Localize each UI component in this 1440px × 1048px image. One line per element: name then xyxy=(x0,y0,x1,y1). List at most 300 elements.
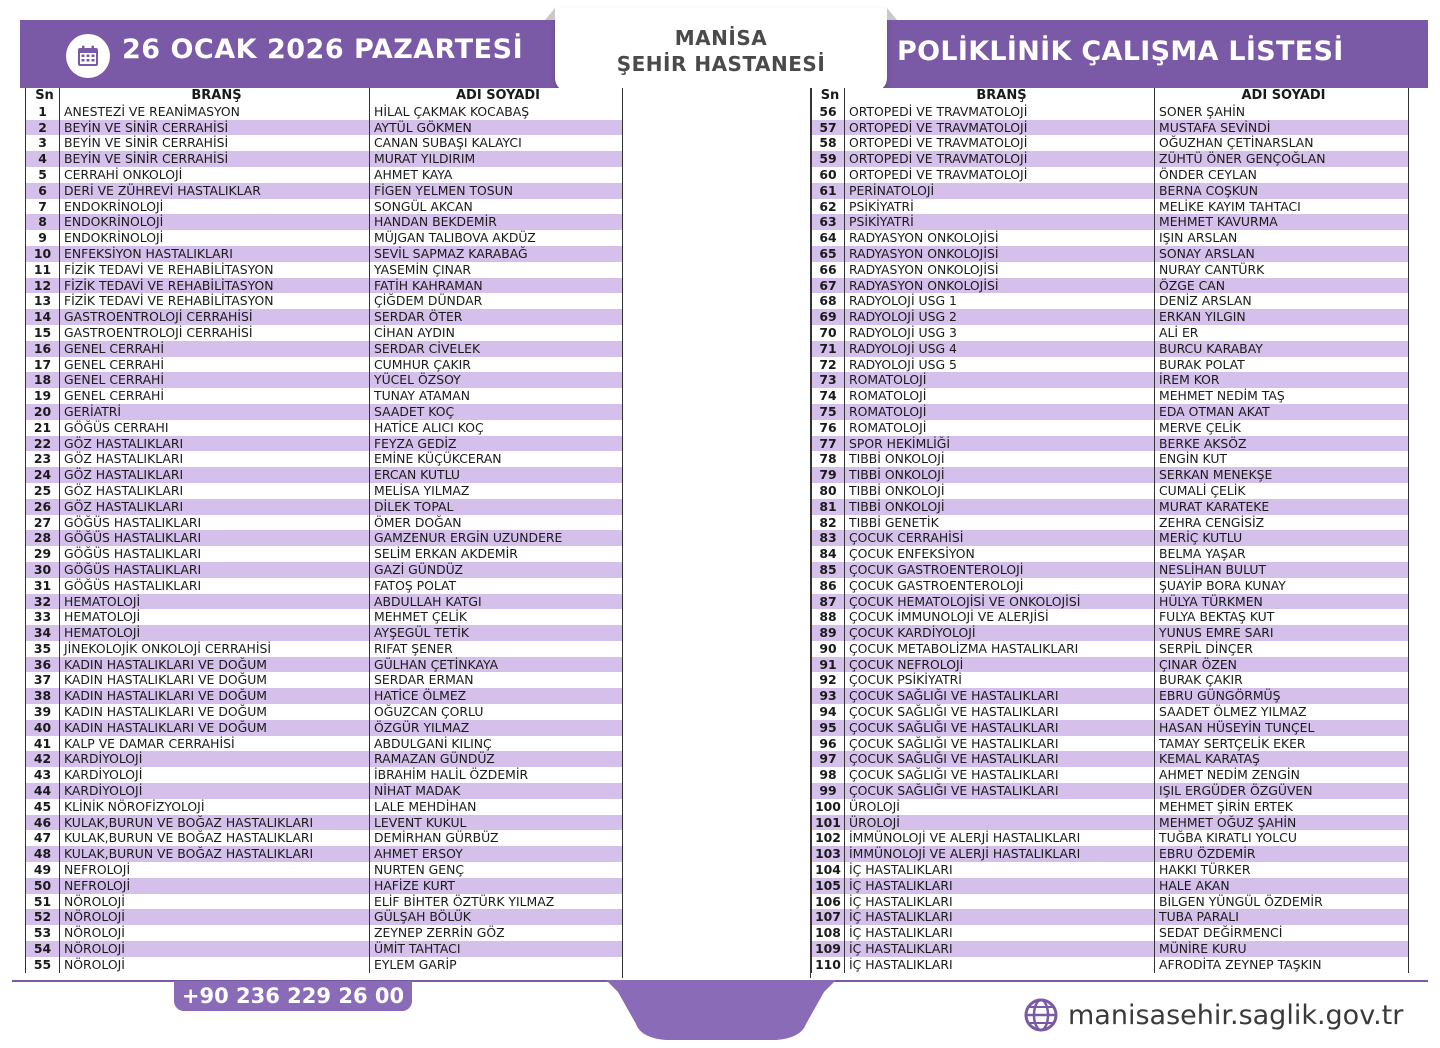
table-row xyxy=(26,767,623,783)
row-sn: 42 xyxy=(26,751,60,767)
header-date: 26 OCAK 2026 PAZARTESİ xyxy=(122,34,524,65)
row-sn: 11 xyxy=(26,262,60,278)
row-sn: 75 xyxy=(812,404,845,420)
row-sn: 13 xyxy=(26,293,60,309)
table-row xyxy=(26,135,623,151)
table-row xyxy=(26,957,623,973)
row-adi-soyadi: CANAN SUBAŞI KALAYCI xyxy=(370,135,623,151)
table-row xyxy=(26,672,623,688)
row-sn: 14 xyxy=(26,309,60,325)
row-brans: PERİNATOLOJİ xyxy=(845,183,1155,199)
row-brans: NÖROLOJİ xyxy=(60,941,370,957)
row-brans: KULAK,BURUN VE BOĞAZ HASTALIKLARI xyxy=(60,830,370,846)
table-row xyxy=(26,278,623,294)
row-adi-soyadi: FİGEN YELMEN TOSUN xyxy=(370,183,623,199)
row-brans: KALP VE DAMAR CERRAHİSİ xyxy=(60,736,370,752)
column-header-brans: BRANŞ xyxy=(845,88,1155,104)
table-row xyxy=(26,530,623,546)
row-brans: GÖZ HASTALIKLARI xyxy=(60,467,370,483)
row-sn: 28 xyxy=(26,530,60,546)
row-adi-soyadi: LEVENT KUKUL xyxy=(370,815,623,831)
row-sn: 78 xyxy=(812,451,845,467)
header-title: POLİKLİNİK ÇALIŞMA LİSTESİ xyxy=(897,36,1344,67)
row-adi-soyadi: NURAY CANTÜRK xyxy=(1155,262,1409,278)
row-sn: 36 xyxy=(26,657,60,673)
table-row xyxy=(26,483,623,499)
row-sn: 44 xyxy=(26,783,60,799)
row-sn: 26 xyxy=(26,499,60,515)
row-brans: GENEL CERRAHİ xyxy=(60,357,370,373)
row-sn: 87 xyxy=(812,594,845,610)
row-brans: ÇOCUK PSİKİYATRİ xyxy=(845,672,1155,688)
row-sn: 24 xyxy=(26,467,60,483)
table-row xyxy=(812,530,1409,546)
row-brans: KADIN HASTALIKLARI VE DOĞUM xyxy=(60,657,370,673)
table-row xyxy=(812,246,1409,262)
row-sn: 51 xyxy=(26,894,60,910)
table-row xyxy=(812,372,1409,388)
schedule-table-left xyxy=(25,88,623,973)
row-brans: TIBBİ GENETİK xyxy=(845,515,1155,531)
table-row xyxy=(26,594,623,610)
row-adi-soyadi: ENGİN KUT xyxy=(1155,451,1409,467)
row-brans: ORTOPEDİ VE TRAVMATOLOJİ xyxy=(845,120,1155,136)
row-brans: NEFROLOJİ xyxy=(60,862,370,878)
row-adi-soyadi: İREM KOR xyxy=(1155,372,1409,388)
center-spacer-column xyxy=(622,88,811,978)
row-sn: 15 xyxy=(26,325,60,341)
row-adi-soyadi: ALİ ER xyxy=(1155,325,1409,341)
row-brans: ÇOCUK METABOLİZMA HASTALIKLARI xyxy=(845,641,1155,657)
calendar-icon xyxy=(66,34,110,78)
table-row xyxy=(26,325,623,341)
row-sn: 54 xyxy=(26,941,60,957)
footer-website: manisasehir.saglik.gov.tr xyxy=(1068,1000,1404,1031)
table-row xyxy=(812,751,1409,767)
row-adi-soyadi: SONAY ARSLAN xyxy=(1155,246,1409,262)
table-row xyxy=(26,341,623,357)
row-brans: KADIN HASTALIKLARI VE DOĞUM xyxy=(60,688,370,704)
table-row xyxy=(812,830,1409,846)
table-row xyxy=(26,862,623,878)
row-brans: RADYOLOJİ USG 1 xyxy=(845,293,1155,309)
row-sn: 3 xyxy=(26,135,60,151)
table-row xyxy=(26,815,623,831)
table-row xyxy=(26,372,623,388)
row-adi-soyadi: BURAK POLAT xyxy=(1155,357,1409,373)
row-adi-soyadi: NESLİHAN BULUT xyxy=(1155,562,1409,578)
row-sn: 32 xyxy=(26,594,60,610)
row-brans: TIBBİ ONKOLOJİ xyxy=(845,483,1155,499)
table-row xyxy=(26,625,623,641)
row-sn: 110 xyxy=(812,957,845,973)
row-adi-soyadi: TUĞBA KIRATLI YOLCU xyxy=(1155,830,1409,846)
row-sn: 88 xyxy=(812,609,845,625)
row-adi-soyadi: DEMİRHAN GÜRBÜZ xyxy=(370,830,623,846)
row-brans: ROMATOLOJİ xyxy=(845,388,1155,404)
row-brans: RADYASYON ONKOLOJİSİ xyxy=(845,230,1155,246)
row-brans: ROMATOLOJİ xyxy=(845,372,1155,388)
row-sn: 38 xyxy=(26,688,60,704)
row-adi-soyadi: TUBA PARALI xyxy=(1155,909,1409,925)
table-row xyxy=(812,688,1409,704)
table-row xyxy=(26,941,623,957)
table-row xyxy=(812,799,1409,815)
row-sn: 97 xyxy=(812,751,845,767)
row-adi-soyadi: FEYZA GEDİZ xyxy=(370,436,623,452)
table-row xyxy=(26,120,623,136)
row-brans: GÖZ HASTALIKLARI xyxy=(60,499,370,515)
row-brans: ROMATOLOJİ xyxy=(845,404,1155,420)
row-adi-soyadi: RIFAT ŞENER xyxy=(370,641,623,657)
table-row xyxy=(812,120,1409,136)
row-sn: 4 xyxy=(26,151,60,167)
row-sn: 12 xyxy=(26,278,60,294)
row-brans: ÇOCUK SAĞLIĞI VE HASTALIKLARI xyxy=(845,783,1155,799)
row-brans: ÇOCUK SAĞLIĞI VE HASTALIKLARI xyxy=(845,704,1155,720)
row-brans: ÇOCUK SAĞLIĞI VE HASTALIKLARI xyxy=(845,751,1155,767)
row-brans: TIBBİ ONKOLOJİ xyxy=(845,451,1155,467)
row-sn: 63 xyxy=(812,214,845,230)
row-brans: ENDOKRİNOLOJİ xyxy=(60,214,370,230)
row-adi-soyadi: MEHMET NEDİM TAŞ xyxy=(1155,388,1409,404)
row-sn: 35 xyxy=(26,641,60,657)
row-brans: ORTOPEDİ VE TRAVMATOLOJİ xyxy=(845,104,1155,120)
row-adi-soyadi: ERCAN KUTLU xyxy=(370,467,623,483)
row-brans: NÖROLOJİ xyxy=(60,894,370,910)
row-adi-soyadi: BURAK ÇAKIR xyxy=(1155,672,1409,688)
row-adi-soyadi: SONGÜL AKCAN xyxy=(370,199,623,215)
row-adi-soyadi: ABDULGANİ KILINÇ xyxy=(370,736,623,752)
row-adi-soyadi: EBRU ÖZDEMİR xyxy=(1155,846,1409,862)
row-brans: BEYİN VE SİNİR CERRAHİSİ xyxy=(60,135,370,151)
row-brans: İÇ HASTALIKLARI xyxy=(845,941,1155,957)
table-row xyxy=(812,278,1409,294)
row-adi-soyadi: IŞIN ARSLAN xyxy=(1155,230,1409,246)
table-row xyxy=(812,878,1409,894)
row-adi-soyadi: DİLEK TOPAL xyxy=(370,499,623,515)
table-row xyxy=(26,404,623,420)
row-sn: 19 xyxy=(26,388,60,404)
table-row xyxy=(812,420,1409,436)
table-row xyxy=(812,499,1409,515)
table-row xyxy=(812,183,1409,199)
table-row xyxy=(812,720,1409,736)
row-adi-soyadi: MELİSA YILMAZ xyxy=(370,483,623,499)
row-brans: İÇ HASTALIKLARI xyxy=(845,909,1155,925)
row-brans: GÖĞÜS HASTALIKLARI xyxy=(60,546,370,562)
row-brans: KARDİYOLOJİ xyxy=(60,751,370,767)
row-sn: 49 xyxy=(26,862,60,878)
row-sn: 47 xyxy=(26,830,60,846)
table-row xyxy=(812,151,1409,167)
row-sn: 29 xyxy=(26,546,60,562)
row-sn: 106 xyxy=(812,894,845,910)
table-row xyxy=(812,767,1409,783)
row-brans: NÖROLOJİ xyxy=(60,957,370,973)
row-adi-soyadi: BERNA COŞKUN xyxy=(1155,183,1409,199)
row-brans: GENEL CERRAHİ xyxy=(60,341,370,357)
row-brans: JİNEKOLOJİK ONKOLOJİ CERRAHİSİ xyxy=(60,641,370,657)
row-adi-soyadi: MEHMET KAVURMA xyxy=(1155,214,1409,230)
row-adi-soyadi: MERİÇ KUTLU xyxy=(1155,530,1409,546)
row-brans: İMMÜNOLOJİ VE ALERJİ HASTALIKLARI xyxy=(845,846,1155,862)
row-adi-soyadi: EDA OTMAN AKAT xyxy=(1155,404,1409,420)
table-row xyxy=(812,230,1409,246)
row-sn: 30 xyxy=(26,562,60,578)
column-header-sn: Sn xyxy=(812,88,845,104)
row-sn: 62 xyxy=(812,199,845,215)
row-adi-soyadi: SERDAR ERMAN xyxy=(370,672,623,688)
row-sn: 91 xyxy=(812,657,845,673)
row-sn: 86 xyxy=(812,578,845,594)
table-row xyxy=(26,230,623,246)
row-adi-soyadi: HAKKI TÜRKER xyxy=(1155,862,1409,878)
table-row xyxy=(812,625,1409,641)
row-brans: ORTOPEDİ VE TRAVMATOLOJİ xyxy=(845,151,1155,167)
table-row xyxy=(26,467,623,483)
row-brans: ROMATOLOJİ xyxy=(845,420,1155,436)
row-adi-soyadi: HASAN HÜSEYİN TUNÇEL xyxy=(1155,720,1409,736)
row-sn: 101 xyxy=(812,815,845,831)
row-sn: 79 xyxy=(812,467,845,483)
row-adi-soyadi: TAMAY SERTÇELİK EKER xyxy=(1155,736,1409,752)
row-adi-soyadi: HANDAN BEKDEMİR xyxy=(370,214,623,230)
row-brans: KADIN HASTALIKLARI VE DOĞUM xyxy=(60,720,370,736)
row-brans: ÇOCUK KARDİYOLOJİ xyxy=(845,625,1155,641)
row-adi-soyadi: ÖZGE CAN xyxy=(1155,278,1409,294)
row-adi-soyadi: HİLAL ÇAKMAK KOCABAŞ xyxy=(370,104,623,120)
row-adi-soyadi: YASEMİN ÇINAR xyxy=(370,262,623,278)
row-brans: FİZİK TEDAVİ VE REHABİLİTASYON xyxy=(60,262,370,278)
table-row xyxy=(812,104,1409,120)
table-row xyxy=(812,894,1409,910)
row-brans: İMMÜNOLOJİ VE ALERJİ HASTALIKLARI xyxy=(845,830,1155,846)
row-adi-soyadi: BİLGEN YÜNGÜL ÖZDEMİR xyxy=(1155,894,1409,910)
table-row xyxy=(26,909,623,925)
row-sn: 59 xyxy=(812,151,845,167)
row-adi-soyadi: OĞUZCAN ÇORLU xyxy=(370,704,623,720)
row-sn: 8 xyxy=(26,214,60,230)
row-sn: 5 xyxy=(26,167,60,183)
table-row xyxy=(26,515,623,531)
row-adi-soyadi: SELİM ERKAN AKDEMİR xyxy=(370,546,623,562)
row-sn: 2 xyxy=(26,120,60,136)
table-row xyxy=(812,925,1409,941)
row-adi-soyadi: HATİCE ÖLMEZ xyxy=(370,688,623,704)
row-adi-soyadi: ZEHRA CENGİSİZ xyxy=(1155,515,1409,531)
row-sn: 103 xyxy=(812,846,845,862)
table-row xyxy=(812,309,1409,325)
table-row xyxy=(26,420,623,436)
row-brans: KADIN HASTALIKLARI VE DOĞUM xyxy=(60,672,370,688)
row-adi-soyadi: SERDAR ÖTER xyxy=(370,309,623,325)
row-sn: 108 xyxy=(812,925,845,941)
row-brans: GERİATRİ xyxy=(60,404,370,420)
row-sn: 68 xyxy=(812,293,845,309)
table-row xyxy=(812,578,1409,594)
row-adi-soyadi: AYŞEGÜL TETİK xyxy=(370,625,623,641)
row-adi-soyadi: HÜLYA TÜRKMEN xyxy=(1155,594,1409,610)
table-row xyxy=(812,467,1409,483)
row-adi-soyadi: AFRODİTA ZEYNEP TAŞKIN xyxy=(1155,957,1409,973)
table-row xyxy=(812,562,1409,578)
row-brans: KULAK,BURUN VE BOĞAZ HASTALIKLARI xyxy=(60,846,370,862)
column-header-sn: Sn xyxy=(26,88,60,104)
row-sn: 57 xyxy=(812,120,845,136)
table-row xyxy=(26,104,623,120)
row-sn: 56 xyxy=(812,104,845,120)
row-adi-soyadi: ERKAN YILGIN xyxy=(1155,309,1409,325)
table-row xyxy=(812,704,1409,720)
table-row xyxy=(26,704,623,720)
row-brans: KULAK,BURUN VE BOĞAZ HASTALIKLARI xyxy=(60,815,370,831)
row-adi-soyadi: BERKE AKSÖZ xyxy=(1155,436,1409,452)
table-row xyxy=(26,183,623,199)
table-row xyxy=(26,578,623,594)
row-sn: 70 xyxy=(812,325,845,341)
row-adi-soyadi: EYLEM GARİP xyxy=(370,957,623,973)
row-adi-soyadi: GAMZENUR ERGİN UZUNDERE xyxy=(370,530,623,546)
row-brans: İÇ HASTALIKLARI xyxy=(845,925,1155,941)
row-sn: 84 xyxy=(812,546,845,562)
row-brans: İÇ HASTALIKLARI xyxy=(845,957,1155,973)
row-sn: 104 xyxy=(812,862,845,878)
row-brans: ÇOCUK SAĞLIĞI VE HASTALIKLARI xyxy=(845,767,1155,783)
row-brans: GASTROENTROLOJİ CERRAHİSİ xyxy=(60,309,370,325)
row-adi-soyadi: NURTEN GENÇ xyxy=(370,862,623,878)
row-sn: 52 xyxy=(26,909,60,925)
row-sn: 109 xyxy=(812,941,845,957)
table-row xyxy=(812,672,1409,688)
row-sn: 80 xyxy=(812,483,845,499)
row-adi-soyadi: MURAT KARATEKE xyxy=(1155,499,1409,515)
row-brans: ÇOCUK GASTROENTEROLOJİ xyxy=(845,578,1155,594)
row-adi-soyadi: MEHMET OĞUZ ŞAHİN xyxy=(1155,815,1409,831)
row-adi-soyadi: RAMAZAN GÜNDÜZ xyxy=(370,751,623,767)
row-adi-soyadi: BURCU KARABAY xyxy=(1155,341,1409,357)
row-brans: ENDOKRİNOLOJİ xyxy=(60,199,370,215)
row-brans: ENFEKSİYON HASTALIKLARI xyxy=(60,246,370,262)
table-row xyxy=(26,246,623,262)
row-adi-soyadi: ÖZGÜR YILMAZ xyxy=(370,720,623,736)
row-sn: 102 xyxy=(812,830,845,846)
row-brans: FİZİK TEDAVİ VE REHABİLİTASYON xyxy=(60,278,370,294)
row-brans: RADYASYON ONKOLOJİSİ xyxy=(845,278,1155,294)
table-row xyxy=(812,736,1409,752)
row-sn: 21 xyxy=(26,420,60,436)
row-sn: 74 xyxy=(812,388,845,404)
row-adi-soyadi: BELMA YAŞAR xyxy=(1155,546,1409,562)
row-brans: KARDİYOLOJİ xyxy=(60,767,370,783)
row-brans: GÖĞÜS HASTALIKLARI xyxy=(60,530,370,546)
row-adi-soyadi: SEDAT DEĞİRMENCİ xyxy=(1155,925,1409,941)
table-row xyxy=(26,751,623,767)
table-row xyxy=(812,594,1409,610)
row-adi-soyadi: ZÜHTÜ ÖNER GENÇOĞLAN xyxy=(1155,151,1409,167)
table-row xyxy=(812,293,1409,309)
row-sn: 64 xyxy=(812,230,845,246)
table-row xyxy=(26,562,623,578)
row-sn: 81 xyxy=(812,499,845,515)
table-row xyxy=(812,641,1409,657)
row-adi-soyadi: HALE AKAN xyxy=(1155,878,1409,894)
table-row xyxy=(26,451,623,467)
table-row xyxy=(812,436,1409,452)
row-adi-soyadi: KEMAL KARATAŞ xyxy=(1155,751,1409,767)
table-row xyxy=(812,941,1409,957)
row-sn: 25 xyxy=(26,483,60,499)
row-sn: 100 xyxy=(812,799,845,815)
row-brans: GÖĞÜS HASTALIKLARI xyxy=(60,515,370,531)
row-adi-soyadi: NİHAT MADAK xyxy=(370,783,623,799)
row-sn: 39 xyxy=(26,704,60,720)
row-brans: TIBBİ ONKOLOJİ xyxy=(845,467,1155,483)
row-adi-soyadi: MURAT YILDIRIM xyxy=(370,151,623,167)
row-sn: 33 xyxy=(26,609,60,625)
row-brans: ORTOPEDİ VE TRAVMATOLOJİ xyxy=(845,135,1155,151)
table-row xyxy=(26,641,623,657)
table-row xyxy=(26,262,623,278)
row-sn: 46 xyxy=(26,815,60,831)
row-adi-soyadi: CUMALİ ÇELİK xyxy=(1155,483,1409,499)
row-sn: 20 xyxy=(26,404,60,420)
row-sn: 83 xyxy=(812,530,845,546)
row-sn: 107 xyxy=(812,909,845,925)
row-adi-soyadi: SEVİL SAPMAZ KARABAĞ xyxy=(370,246,623,262)
row-adi-soyadi: MELİKE KAYIM TAHTACI xyxy=(1155,199,1409,215)
table-row xyxy=(812,546,1409,562)
table-row xyxy=(812,515,1409,531)
row-sn: 18 xyxy=(26,372,60,388)
row-adi-soyadi: SERPİL DİNÇER xyxy=(1155,641,1409,657)
row-sn: 73 xyxy=(812,372,845,388)
row-adi-soyadi: YÜCEL ÖZSOY xyxy=(370,372,623,388)
hospital-name-line2: ŞEHİR HASTANESİ xyxy=(616,52,826,76)
table-row xyxy=(812,167,1409,183)
row-sn: 67 xyxy=(812,278,845,294)
row-adi-soyadi: ÖMER DOĞAN xyxy=(370,515,623,531)
row-brans: GÖZ HASTALIKLARI xyxy=(60,436,370,452)
footer-center-tab xyxy=(606,980,836,1042)
table-row xyxy=(812,341,1409,357)
table-row xyxy=(26,199,623,215)
row-brans: NÖROLOJİ xyxy=(60,925,370,941)
row-adi-soyadi: ELİF BİHTER ÖZTÜRK YILMAZ xyxy=(370,894,623,910)
row-brans: ÜROLOJİ xyxy=(845,799,1155,815)
row-sn: 96 xyxy=(812,736,845,752)
row-sn: 105 xyxy=(812,878,845,894)
row-brans: HEMATOLOJİ xyxy=(60,609,370,625)
row-brans: HEMATOLOJİ xyxy=(60,594,370,610)
row-adi-soyadi: CUMHUR ÇAKIR xyxy=(370,357,623,373)
row-sn: 85 xyxy=(812,562,845,578)
row-adi-soyadi: EBRU GÜNGÖRMÜŞ xyxy=(1155,688,1409,704)
row-adi-soyadi: ÜMİT TAHTACI xyxy=(370,941,623,957)
row-brans: GÖĞÜS CERRAHI xyxy=(60,420,370,436)
table-row xyxy=(812,957,1409,973)
row-brans: ÇOCUK CERRAHİSİ xyxy=(845,530,1155,546)
row-brans: KLİNİK NÖROFİZYOLOJİ xyxy=(60,799,370,815)
row-adi-soyadi: FATİH KAHRAMAN xyxy=(370,278,623,294)
table-row xyxy=(812,451,1409,467)
row-brans: ENDOKRİNOLOJİ xyxy=(60,230,370,246)
row-sn: 90 xyxy=(812,641,845,657)
row-sn: 40 xyxy=(26,720,60,736)
row-brans: RADYASYON ONKOLOJİSİ xyxy=(845,262,1155,278)
hospital-name-line1: MANİSA xyxy=(674,26,768,50)
row-adi-soyadi: ÖNDER CEYLAN xyxy=(1155,167,1409,183)
